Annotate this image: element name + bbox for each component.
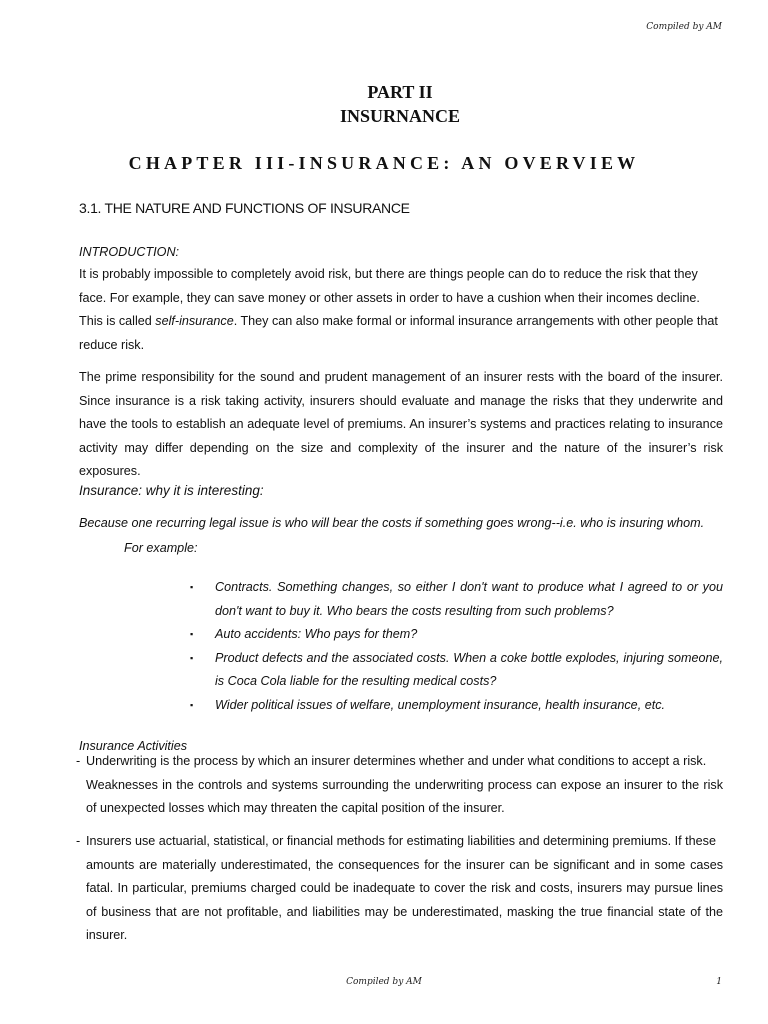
activities-heading: Insurance Activities xyxy=(79,739,188,753)
list-item xyxy=(190,694,723,718)
section-heading: 3.1. THE NATURE AND FUNCTIONS OF INSURANCE xyxy=(79,200,410,216)
activity-actuarial xyxy=(76,830,723,948)
bullet-text: Contracts. Something changes, so either I don't want to produce what I agreed to or you don't want to buy it. Who bears the costs resulting from such problems? xyxy=(215,580,723,618)
introduction-paragraph-1 xyxy=(79,263,723,357)
intro-p1-text-b: . They can also make formal or informal insurance arrangements with other people that reduce risk. xyxy=(79,314,718,352)
for-example-label: For example: xyxy=(124,541,198,555)
page-number: 1 xyxy=(716,977,722,987)
list-item xyxy=(190,647,723,694)
list-item xyxy=(190,576,723,623)
activity-actuarial-first: Insurers use actuarial, statistical, or financial methods for estimating liabilities and determining premiums. If these xyxy=(86,834,716,848)
example-bullet-list xyxy=(190,576,723,717)
activity-dash: - xyxy=(76,834,81,848)
introduction-heading: INTRODUCTION: xyxy=(79,245,180,259)
footer-compiled-by: Compiled by AM xyxy=(346,977,422,987)
bullet-square-icon: ▪ xyxy=(190,699,194,710)
bullet-square-icon: ▪ xyxy=(190,629,194,639)
introduction-paragraph-2: The prime responsibility for the sound and prudent management of an insurer rests with the board of the insurer. Since insurance is a risk taking activity, insurers should evaluate and manage the risks that they underwrite and have the tools to establish an adequate level of premiums. An insurer’s systems and practices relating to insurance activity may differ depending on the size and complexity of the insurer and the nature of the insurer’s risk exposures. xyxy=(79,370,723,478)
bullet-text: Product defects and the associated costs. When a coke bottle explodes, injuring someone, is Coca Cola liable for the resulting medical costs? xyxy=(215,650,723,688)
bullet-square-icon: ▪ xyxy=(190,582,194,592)
activity-actuarial-rest: amounts are materially underestimated, the consequences for the insurer can be significant and in some cases fatal. In particular, premiums charged could be inadequate to cover the risk and costs, insurers may pursue lines of business that are not profitable, and liabilities may be underestimated, masking the true financial state of the insurer. xyxy=(86,857,723,942)
bullet-text: Wider political issues of welfare, unemployment insurance, health insurance, etc. xyxy=(215,697,665,712)
activity-dash: - xyxy=(76,754,81,768)
activity-underwriting-first: Underwriting is the process by which an insurer determines whether and under what conditions to accept a risk. xyxy=(86,754,707,768)
intro-p1-emphasis: self-insurance xyxy=(155,314,234,328)
part-number: PART II xyxy=(367,82,433,102)
intro-p1-text-a: It is probably impossible to completely avoid risk, but there are things people can do to reduce the risk that they face. For example, they can save money or other assets in order to have a cushion when their incomes decline. This is called xyxy=(79,267,700,328)
bullet-square-icon: ▪ xyxy=(190,652,194,663)
part-title xyxy=(0,80,768,128)
part-subtitle: INSURNANCE xyxy=(339,106,460,126)
list-item xyxy=(190,623,723,647)
activity-underwriting xyxy=(76,750,723,821)
bullet-text: Auto accidents: Who pays for them? xyxy=(215,627,418,641)
insurance-interesting-heading: Insurance: why it is interesting: xyxy=(79,483,264,498)
because-statement: Because one recurring legal issue is who will bear the costs if something goes wrong--i.e. who is insuring whom. xyxy=(79,516,705,530)
activity-underwriting-rest: Weaknesses in the controls and systems surrounding the underwriting process can expose an insurer to the risk of unexpected losses which may threaten the capital position of the insurer. xyxy=(86,777,723,815)
chapter-title: CHAPTER III-INSURANCE: AN OVERVIEW xyxy=(128,153,640,173)
header-compiled-by: Compiled by AM xyxy=(646,22,722,32)
